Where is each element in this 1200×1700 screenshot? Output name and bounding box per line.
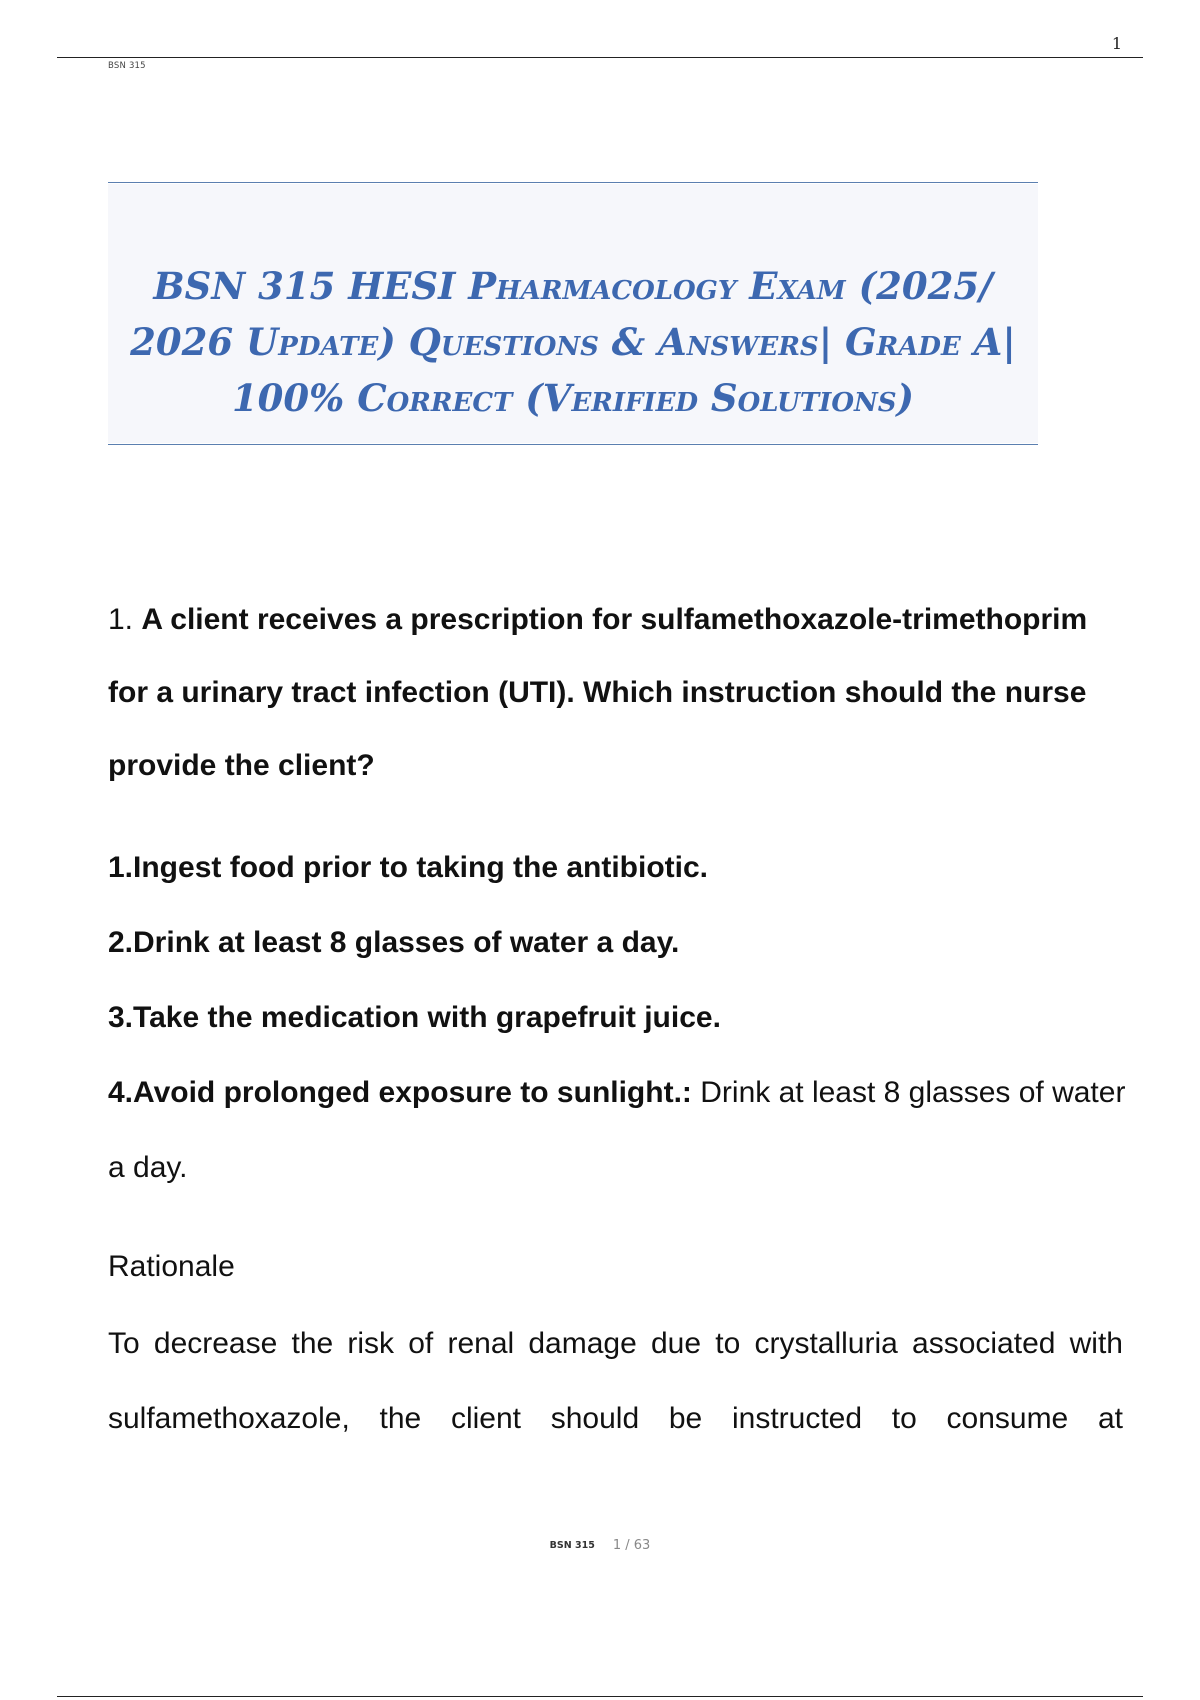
header-course-code: BSN 315	[108, 61, 146, 71]
question-1	[108, 583, 1128, 802]
title-rule-bottom	[108, 444, 1038, 445]
title-line-3: 100% Correct (Verified Solutions)	[231, 376, 915, 420]
page-counter: 1 / 63	[612, 1538, 651, 1553]
page-footer	[0, 1538, 1200, 1553]
page-number: 1	[1111, 34, 1122, 53]
header-rule	[57, 57, 1143, 58]
correct-answer: Drink at least 8 glasses of water a day.	[108, 1076, 1126, 1184]
title-line-2: 2026 Update) Questions & Answers| Grade A|	[130, 320, 1016, 364]
option-1: 1.Ingest food prior to taking the antibiotic.	[108, 851, 708, 884]
option-4	[108, 1055, 1128, 1205]
bottom-rule	[57, 1696, 1143, 1697]
document-title	[108, 258, 1038, 426]
rationale-text: To decrease the risk of renal damage due to crystalluria associated with sulfamethoxazole, the client should be instructed to consume at	[108, 1327, 1123, 1435]
option-3: 3.Take the medication with grapefruit juice.	[108, 1001, 721, 1034]
question-text: A client receives a prescription for sulfamethoxazole-trimethoprim for a urinary tract infection (UTI). Which instruction should the nurse provide the client?	[108, 603, 1088, 782]
question-number: 1.	[108, 603, 134, 636]
title-line-1: BSN 315 HESI Pharmacology Exam (2025/	[153, 264, 993, 308]
title-rule-top	[108, 182, 1038, 183]
footer-course-code: BSN 315	[549, 1540, 595, 1551]
answer-options	[108, 830, 1128, 1205]
option-2: 2.Drink at least 8 glasses of water a day.	[108, 926, 680, 959]
rationale-heading: Rationale	[108, 1250, 235, 1283]
option-4-label: 4.Avoid prolonged exposure to sunlight.:	[108, 1076, 692, 1109]
